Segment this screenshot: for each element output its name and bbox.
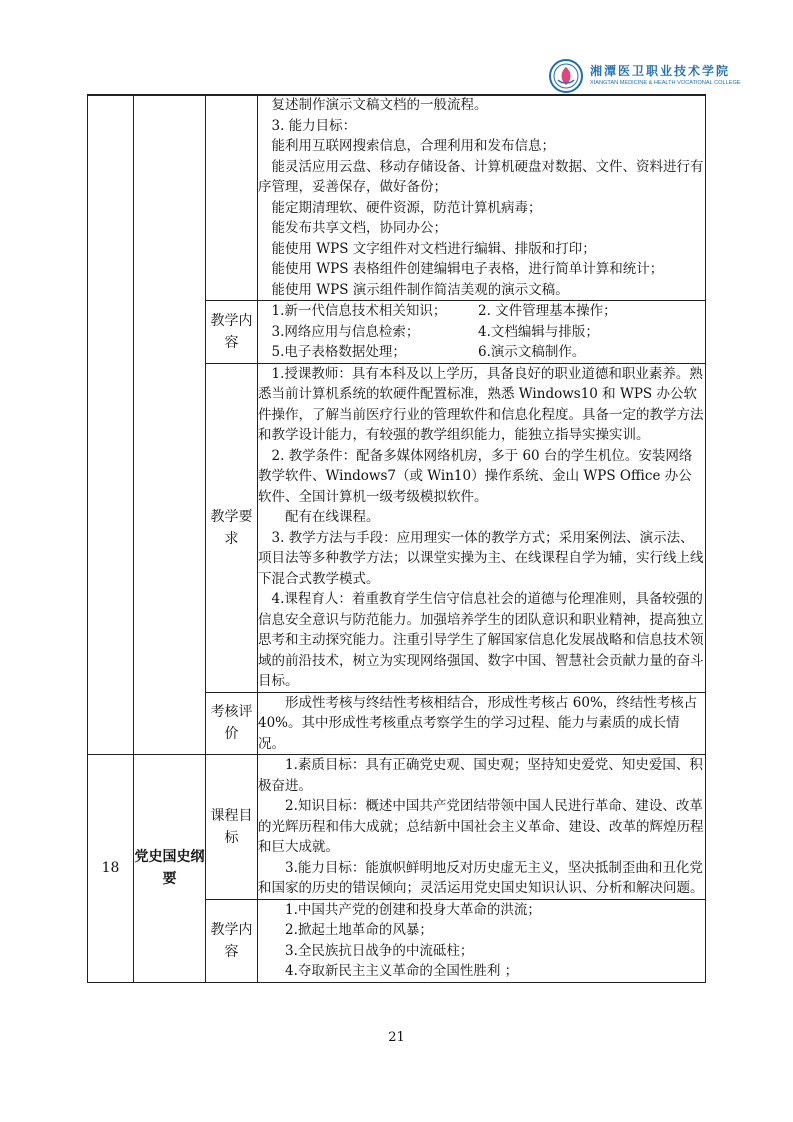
- course-number: 18: [88, 755, 134, 983]
- objective-line: 能使用 WPS 表格组件创建编辑电子表格，进行简单计算和统计；: [271, 261, 664, 277]
- row-label: 教学内容: [206, 899, 258, 982]
- content-item: 1.中国共产党的创建和投身大革命的洪流；: [285, 901, 541, 918]
- objective-line: 能使用 WPS 文字组件对文档进行编辑、排版和打印；: [271, 240, 596, 257]
- objective-paragraph: 2.知识目标：概述中国共产党团结带领中国人民进行革命、建设、改革的光辉历程和伟大成就；总结新中国社会主义革命、建设、改革的辉煌历程和巨大成就。: [258, 798, 704, 855]
- content-item: 2. 文件管理基本操作；: [478, 303, 617, 319]
- content-cell: [258, 899, 706, 982]
- objective-line: 复述制作演示文稿文档的一般流程。: [271, 97, 488, 113]
- course-name-cell: [134, 95, 206, 755]
- content-item: 1.新一代信息技术相关知识；: [271, 303, 447, 319]
- requirement-paragraph: 3. 教学方法与手段：应用理实一体的教学方式；采用案例法、演示法、项目法等多种教学方法；以课堂实操为主、在线课程自学为辅，实行线上线下混合式教学模式。: [258, 529, 704, 587]
- row-label: 教学要求: [206, 363, 258, 692]
- content-item: 3.全民族抗日战争的中流砥柱；: [285, 942, 474, 959]
- row-label: 教学内容: [206, 301, 258, 364]
- content-item: 4.夺取新民主主义革命的全国性胜利 ；: [285, 963, 519, 979]
- objective-line: 3. 能力目标：: [271, 117, 357, 134]
- course-table: [87, 94, 706, 983]
- objective-paragraph: 3.能力目标：能旗帜鲜明地反对历史虚无主义，坚决抵制歪曲和丑化党和国家的历史的错误倾向；灵活运用党史国史知识认识、分析和解决问题。: [258, 859, 704, 896]
- objective-paragraph: 1.素质目标：具有正确党史观、国史观；坚持知史爱党、知史爱国、积极奋进。: [258, 757, 703, 794]
- requirement-paragraph: 2. 教学条件：配备多媒体网络机房，多于 60 台的学生机位。安装网络教学软件、Windows7（或 Win10）操作系统、金山 WPS Office 办公软件、全国计算机一级考级模拟软件。: [258, 447, 693, 505]
- objective-line: 能发布共享文档，协同办公；: [271, 220, 447, 236]
- school-name-cn: 湘潭医卫职业技术学院: [590, 64, 731, 78]
- table-row: [88, 755, 706, 900]
- objective-line: 能利用互联网搜索信息，合理利用和发布信息；: [271, 138, 555, 154]
- content-item: 2.掀起土地革命的风暴；: [285, 922, 433, 938]
- content-item: 3.网络应用与信息检索；: [271, 323, 420, 340]
- objectives-cell: [258, 755, 706, 900]
- objective-line: 能使用 WPS 演示组件制作简洁美观的演示文稿。: [271, 281, 569, 298]
- row-label: 考核评价: [206, 692, 258, 755]
- page-number: 21: [388, 1030, 405, 1045]
- row-label: 课程目标: [206, 755, 258, 900]
- school-emblem-icon: [548, 58, 584, 94]
- content-item: 5.电子表格数据处理；: [271, 344, 406, 360]
- school-logo: [548, 58, 741, 98]
- requirement-paragraph: 4.课程育人：着重教育学生信守信息社会的道德与伦理准则，具备较强的信息安全意识与防范能力。加强培养学生的团队意识和职业精神，提高独立思考和主动探究能力。注重引导学生了解国家信息化发展战略和信息技术领域的前沿技术，树立为实现网络强国、数字中国、智慧社会贡献力量的奋斗目标。: [258, 591, 704, 689]
- table-row: [88, 95, 706, 301]
- content-cell: [258, 301, 706, 364]
- requirement-paragraph: 1.授课教师：具有本科及以上学历，具备良好的职业道德和职业素养。熟悉当前计算机系统的软硬件配置标准，熟悉 Windows10 和 WPS 办公软件操作，了解当前医疗行业的管理软件和信息化程度。具备一定的教学方法和教学设计能力，有较强的教学组织能力，能独立指导实操实训。: [258, 365, 704, 443]
- assessment-cell: [258, 692, 706, 755]
- objective-line: 能灵活应用云盘、移动存储设备、计算机硬盘对数据、文件、资料进行有序管理，妥善保存，做好备份；: [258, 158, 704, 195]
- requirement-paragraph: 配有在线课程。: [285, 509, 380, 525]
- course-number-cell: [88, 95, 134, 755]
- objective-line: 能定期清理软、硬件资源，防范计算机病毒；: [271, 199, 542, 216]
- objectives-cell: [258, 95, 706, 301]
- requirements-cell: [258, 363, 706, 692]
- school-name-en: XIANGTAN MEDICINE & HEALTH VOCATIONAL COLLEGE: [590, 80, 741, 86]
- content-item: 4.文档编辑与排版；: [478, 323, 599, 340]
- row-label-cell: [206, 95, 258, 301]
- content-item: 6.演示文稿制作。: [478, 344, 586, 360]
- assessment-text: 形成性考核与终结性考核相结合，形成性考核占 60%，终结性考核占 40%。其中形成性考核重点考察学生的学习过程、能力与素质的成长情况。: [258, 694, 698, 752]
- course-name: 党史国史纲要: [134, 755, 206, 983]
